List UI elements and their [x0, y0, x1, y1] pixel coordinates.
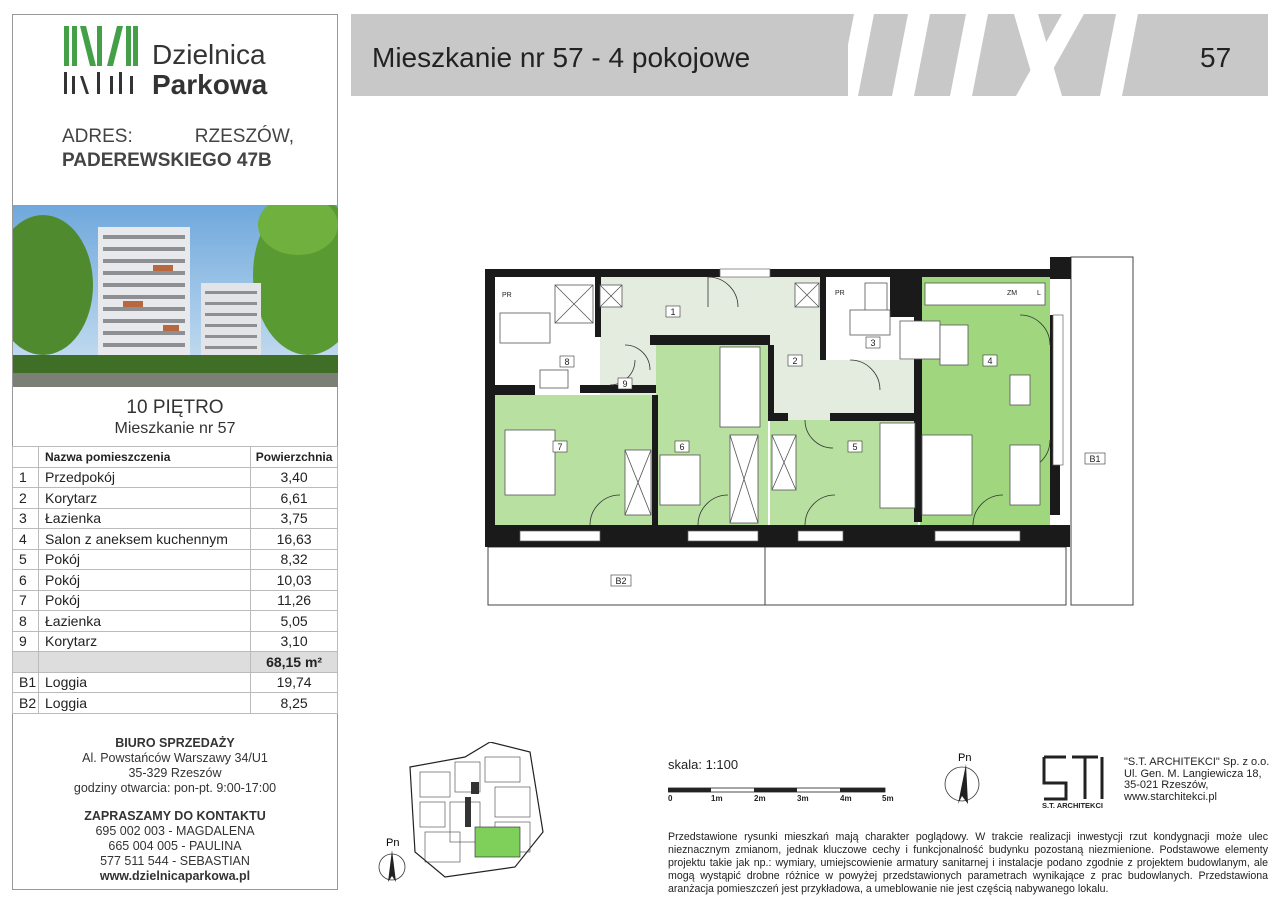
table-row: [13, 570, 338, 591]
row-no: 3: [13, 508, 39, 529]
architect-logo-text: S.T. ARCHITEKCI: [1042, 801, 1103, 810]
row-no: 1: [13, 467, 39, 488]
table-header-name: Nazwa pomieszczenia: [39, 447, 251, 468]
contact-heading: ZAPRASZAMY DO KONTAKTU: [84, 809, 266, 823]
scale-tick: 5m: [882, 794, 894, 803]
row-area: 3,10: [251, 631, 338, 652]
architect-street: Ul. Gen. M. Langiewicza 18,: [1124, 767, 1262, 780]
rooms-table: [12, 446, 338, 714]
row-area: 10,03: [251, 570, 338, 591]
row-no: 9: [13, 631, 39, 652]
fixture-label-pr: PR: [502, 292, 512, 299]
room-label-b2: B2: [615, 576, 627, 586]
room-label-1: 1: [670, 307, 676, 317]
table-row: [13, 631, 338, 652]
brand-name-line2: Parkowa: [152, 69, 268, 100]
address-street: PADEREWSKIEGO 47B: [62, 150, 272, 171]
scale-tick: 0: [668, 794, 673, 803]
row-area: 3,40: [251, 467, 338, 488]
north-label: Pn: [386, 837, 400, 849]
row-no: 5: [13, 549, 39, 570]
room-label-6: 6: [679, 442, 685, 452]
apartment-number: 57: [1200, 42, 1232, 73]
room-label-7: 7: [557, 442, 563, 452]
north-label: Pn: [958, 752, 972, 764]
fixture-label-l: L: [1037, 290, 1041, 297]
fixture-label-zm: ZM: [1007, 290, 1018, 297]
scale-tick: 3m: [797, 794, 809, 803]
contact-phone: 695 002 003 - MAGDALENA: [95, 824, 255, 838]
sales-office-block: [12, 736, 338, 796]
row-name: Loggia: [39, 672, 251, 693]
room-label-b1: B1: [1089, 454, 1101, 464]
table-row: [13, 508, 338, 529]
brand-name-line1: Dzielnica: [152, 39, 266, 70]
row-name: Salon z aneksem kuchennym: [39, 529, 251, 550]
scale-label: skala: 1:100: [668, 757, 739, 772]
architect-info: [1124, 757, 1269, 803]
row-area: 16,63: [251, 529, 338, 550]
row-no: B2: [13, 693, 39, 714]
brand-logo-icon: [64, 26, 138, 96]
address-city: RZESZÓW,: [194, 126, 294, 147]
room-label-4: 4: [987, 356, 993, 366]
row-no: B1: [13, 672, 39, 693]
fixture-label-pr: PR: [835, 290, 845, 297]
row-no: 8: [13, 611, 39, 632]
sales-office-heading: BIURO SPRZEDAŻY: [115, 736, 235, 750]
room-label-9: 9: [622, 379, 628, 389]
floor-plan: [480, 255, 1140, 615]
apartment-name: Mieszkanie nr 57: [114, 420, 236, 437]
table-total-row: [13, 652, 338, 673]
row-no: 4: [13, 529, 39, 550]
row-no: 7: [13, 590, 39, 611]
table-header-area: Powierzchnia: [251, 447, 338, 468]
north-arrow-icon: [940, 750, 984, 806]
row-area: 8,32: [251, 549, 338, 570]
table-header-no: [13, 447, 39, 468]
scale-tick: 4m: [840, 794, 852, 803]
scale-bar: [668, 786, 898, 806]
row-name: Przedpokój: [39, 467, 251, 488]
room-label-8: 8: [564, 357, 570, 367]
table-row: [13, 488, 338, 509]
table-row: [13, 590, 338, 611]
room-label-3: 3: [870, 338, 876, 348]
scale-tick: 1m: [711, 794, 723, 803]
row-name: Korytarz: [39, 631, 251, 652]
building-photo: [13, 205, 338, 387]
contact-phone: 577 511 544 - SEBASTIAN: [100, 854, 250, 868]
row-area: 19,74: [251, 672, 338, 693]
page-title: Mieszkanie nr 57 - 4 pokojowe: [372, 42, 751, 73]
row-area: 8,25: [251, 693, 338, 714]
floor-label: 10 PIĘTRO: [126, 397, 224, 418]
table-row: [13, 549, 338, 570]
row-no: 2: [13, 488, 39, 509]
row-name: Korytarz: [39, 488, 251, 509]
row-area: 5,05: [251, 611, 338, 632]
table-row: [13, 611, 338, 632]
room-label-5: 5: [852, 442, 858, 452]
row-area: 3,75: [251, 508, 338, 529]
row-name: Pokój: [39, 549, 251, 570]
sales-office-address: Al. Powstańców Warszawy 34/U1: [82, 751, 268, 765]
room-label-2: 2: [792, 356, 798, 366]
contact-phone: 665 004 005 - PAULINA: [108, 839, 242, 853]
row-no: 6: [13, 570, 39, 591]
table-row: [13, 672, 338, 693]
table-row: [13, 693, 338, 714]
table-row: [13, 467, 338, 488]
architect-name: "S.T. ARCHITEKCI" Sp. z o.o.: [1124, 756, 1270, 768]
address-line1: [62, 126, 294, 148]
row-name: Pokój: [39, 570, 251, 591]
sales-office-hours: godziny otwarcia: pon-pt. 9:00-17:00: [73, 781, 277, 795]
row-name: Pokój: [39, 590, 251, 611]
website-link[interactable]: www.dzielnicaparkowa.pl: [99, 869, 251, 883]
building-key-plan: [405, 742, 545, 882]
address-label: ADRES:: [62, 126, 133, 147]
north-arrow-icon: [372, 836, 412, 884]
row-name: Loggia: [39, 693, 251, 714]
contact-block: [12, 809, 338, 884]
table-row: [13, 529, 338, 550]
row-name: Łazienka: [39, 611, 251, 632]
header-decoration: [848, 14, 1164, 96]
row-area: 6,61: [251, 488, 338, 509]
architect-city: 35-021 Rzeszów,: [1124, 779, 1209, 791]
sales-office-city: 35-329 Rzeszów: [128, 766, 222, 780]
table-header-row: [13, 447, 338, 468]
disclaimer-text: Przedstawione rysunki mieszkań mają charakter poglądowy. W trakcie realizacji inwestycji rzut kondygnacji może ulec nieznacznym zmianom, jednak kluczowe cechy i funkcjonalność budynku pozostaną niezmienione. Podstawowe elementy projektu takie jak np.: wymiary, umiejscowienie armatury sanitarnej i instalacje podano zgodnie z projektem budowlanym, ale mogą wystąpić drobne różnice w powyżej przedstawionych parametrach wynikające z prac budowlanych. Przedstawiona aranżacja pomieszczeń jest przykładowa, a umeblowanie nie jest częścią nabywanego lokalu.: [668, 831, 1268, 896]
row-area: 11,26: [251, 590, 338, 611]
total-area: 68,15 m²: [251, 652, 338, 673]
row-name: Łazienka: [39, 508, 251, 529]
scale-tick: 2m: [754, 794, 766, 803]
architect-website[interactable]: www.starchitekci.pl: [1124, 790, 1217, 803]
